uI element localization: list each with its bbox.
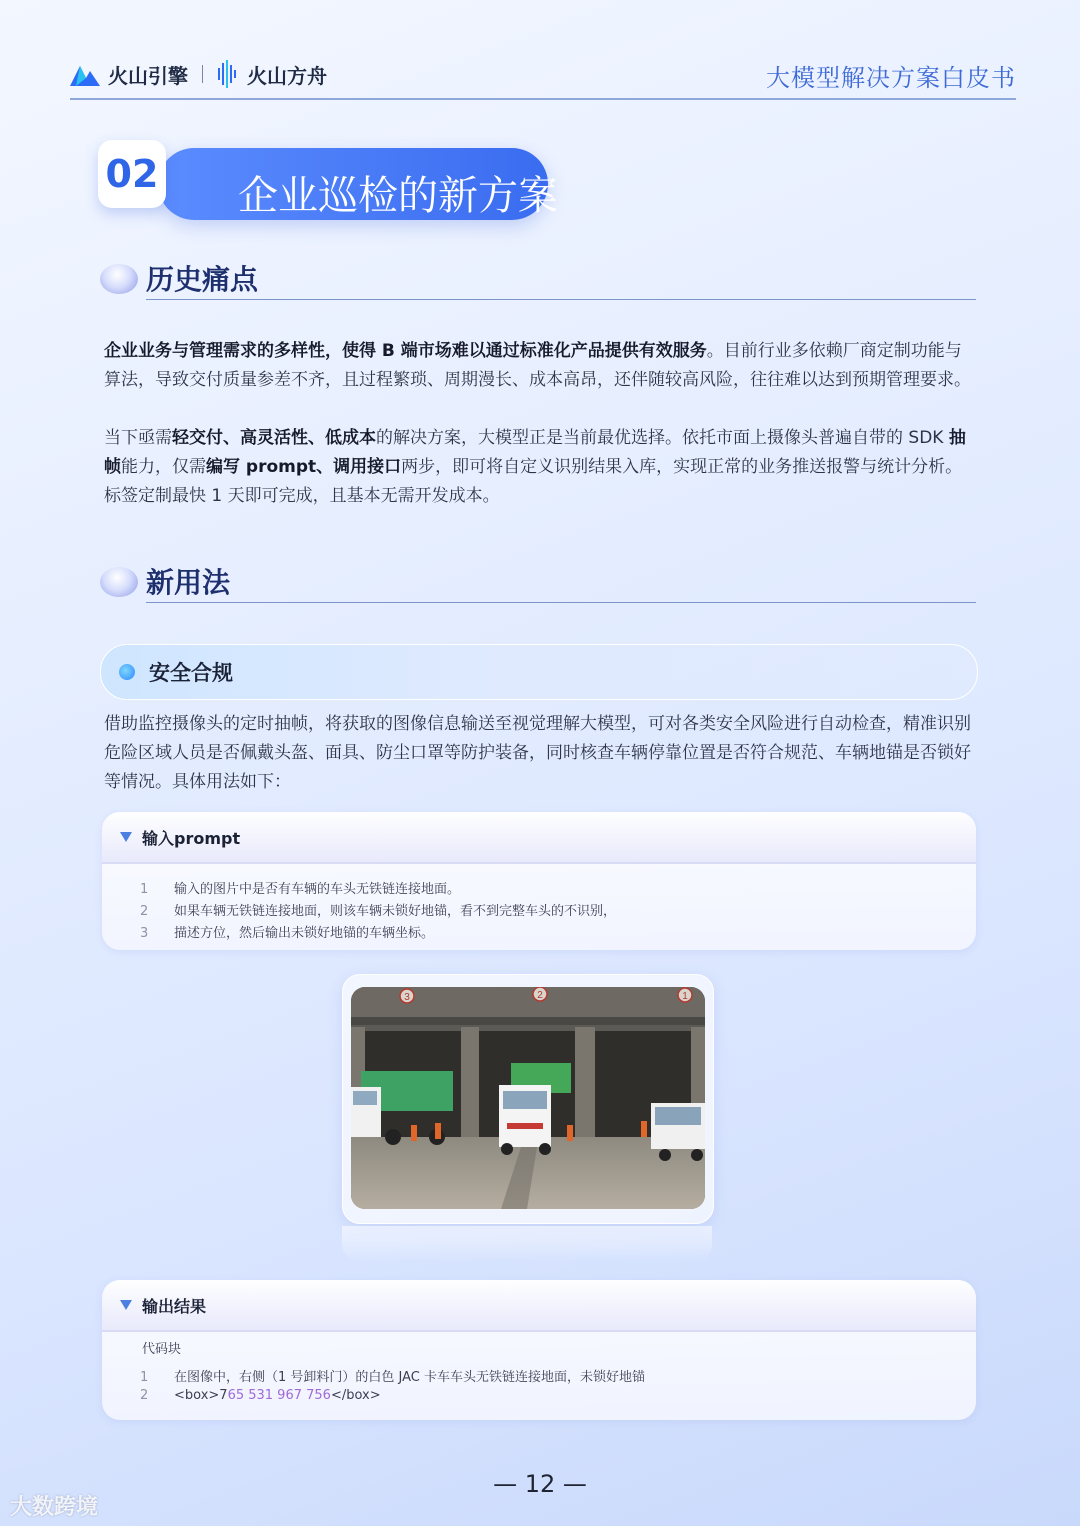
section-heading-pain-points xyxy=(100,258,976,298)
section-title: 新用法 xyxy=(146,566,231,599)
gate-label: 1 xyxy=(682,991,688,1002)
gate-label: 3 xyxy=(404,992,410,1003)
code-line xyxy=(140,1366,645,1385)
card-header[interactable] xyxy=(102,812,976,864)
subsection-title: 安全合规 xyxy=(149,661,233,685)
code-block-label: 代码块 xyxy=(142,1342,182,1357)
collapse-triangle-icon[interactable] xyxy=(120,832,132,842)
collapse-triangle-icon[interactable] xyxy=(120,1300,132,1310)
section-heading-new-usage xyxy=(100,561,976,601)
watermark: 大数跨境 xyxy=(10,1495,99,1520)
document-title: 大模型解决方案白皮书 xyxy=(766,64,1016,92)
pain-points-paragraph-1 xyxy=(104,337,978,395)
paragraph-text: 的解决方案，大模型正是当前最优选择。依托市面上摄像头普遍自带的 SDK xyxy=(376,428,949,448)
code-line xyxy=(140,878,460,897)
section-orb-icon xyxy=(100,264,138,294)
box-coordinates: 65 531 967 756 xyxy=(227,1388,331,1403)
paragraph-emphasis: 轻交付、高灵活性、低成本 xyxy=(172,428,376,448)
section-underline xyxy=(146,602,976,604)
box-close-tag: </box> xyxy=(330,1388,381,1403)
card-title: 输出结果 xyxy=(142,1297,207,1316)
brand-volcano-engine: 火山引擎 xyxy=(108,63,188,88)
photo-reflection xyxy=(342,1226,712,1262)
gate-label: 2 xyxy=(537,990,543,1001)
code-line xyxy=(140,900,616,919)
volcano-engine-logo-icon xyxy=(70,62,100,86)
loading-dock-photo xyxy=(351,987,705,1209)
pain-points-text: 。目前行业多依赖厂商定制功能与算法，导致交付质量参差不齐，且过程繁琐、周期漫长、成本高昂，还伴随较高风险，往往难以达到预期管理要求。 xyxy=(104,341,971,390)
safety-description: 借助监控摄像头的定时抽帧，将获取的图像信息输送至视觉理解大模型，可对各类安全风险进行自动检查，精准识别危险区域人员是否佩戴头盔、面具、防尘口罩等防护装备，同时核查车辆停靠位置是否符合规范、车辆地锚是否锁好等情况。具体用法如下： xyxy=(104,714,971,792)
header-logo xyxy=(70,58,327,90)
input-prompt-card xyxy=(102,812,976,950)
truck-bay-illustration xyxy=(351,987,705,1209)
paragraph-text: 当下亟需 xyxy=(104,428,172,448)
card-title: 输入prompt xyxy=(142,829,241,848)
subsection-safety-compliance xyxy=(100,644,978,700)
section-underline xyxy=(146,299,976,301)
code-text: 如果车辆无铁链连接地面，则该车辆未锁好地锚，看不到完整车头的不识别， xyxy=(174,904,617,919)
code-text: 在图像中，右侧（1 号卸料门）的白色 JAC 卡车车头无铁链连接地面，未锁好地锚 xyxy=(174,1370,646,1385)
header-divider xyxy=(70,98,1016,100)
bullet-dot-icon xyxy=(119,664,135,680)
code-text: 输入的图片中是否有车辆的车头无铁链连接地面。 xyxy=(174,882,461,897)
code-text: 描述方位，然后输出未锁好地锚的车辆坐标。 xyxy=(174,926,435,941)
gate-badge-2 xyxy=(533,987,547,1001)
chapter-title: 企业巡检的新方案 xyxy=(238,173,558,219)
page-number: — 12 — xyxy=(493,1470,587,1498)
line-number: 1 xyxy=(140,882,149,897)
section-title: 历史痛点 xyxy=(146,263,259,296)
code-line xyxy=(140,1388,381,1403)
line-number: 1 xyxy=(140,1370,149,1385)
chapter-number: 02 xyxy=(98,140,166,208)
brand-volcano-ark: 火山方舟 xyxy=(247,63,327,88)
inspection-photo-frame xyxy=(342,974,714,1224)
pain-points-emphasis: 企业业务与管理需求的多样性，使得 B 端市场难以通过标准化产品提供有效服务 xyxy=(104,341,707,361)
line-number: 2 xyxy=(140,1388,149,1403)
chapter-title-pill xyxy=(158,148,558,220)
paragraph-text: 两步，即可将自定义识别结果入库，实现正常的业务推送报警与统计分析。标签定制最快 1 天即可完成，且基本无需开发成本。 xyxy=(104,457,963,506)
section-orb-icon xyxy=(100,567,138,597)
pain-points-paragraph-2 xyxy=(104,424,978,511)
box-open-tag: <box>7 xyxy=(174,1388,228,1403)
paragraph-text: 能力，仅需 xyxy=(121,457,206,477)
card-header[interactable] xyxy=(102,1280,976,1332)
line-number: 3 xyxy=(140,926,149,941)
volcano-ark-logo-icon xyxy=(217,60,239,88)
gate-badge-3 xyxy=(400,989,414,1003)
paragraph-emphasis: 编写 prompt、调用接口 xyxy=(206,457,402,477)
code-line xyxy=(140,922,434,941)
line-number: 2 xyxy=(140,904,149,919)
output-result-card xyxy=(102,1280,976,1420)
brand-separator xyxy=(202,65,203,83)
paragraph-emphasis: 抽帧 xyxy=(104,428,966,477)
gate-badge-1 xyxy=(678,988,692,1002)
